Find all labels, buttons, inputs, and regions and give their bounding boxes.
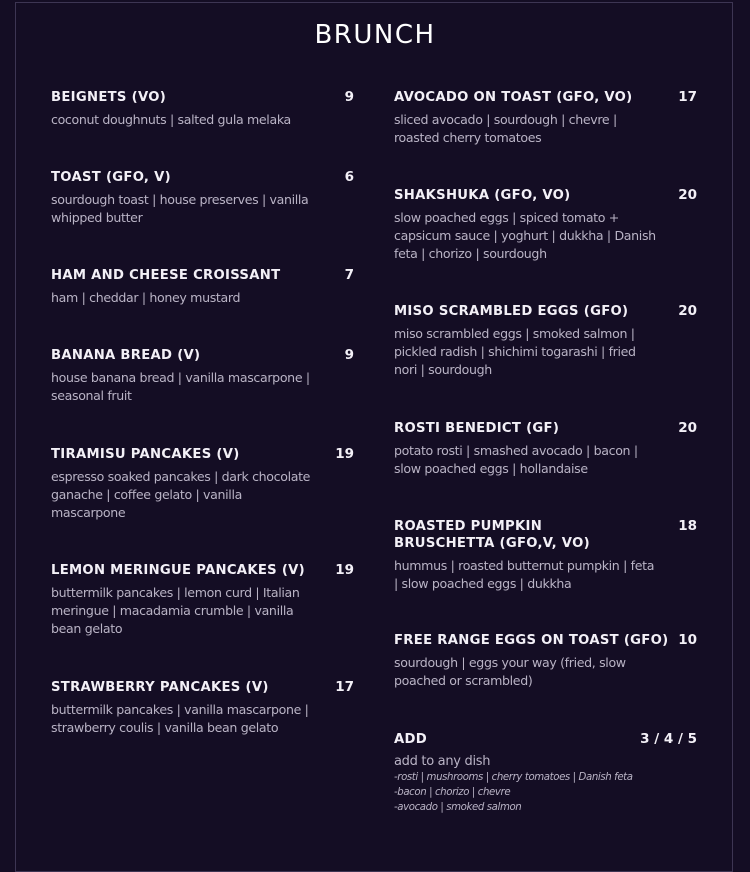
item-name: MISO SCRAMBLED EGGS (GFO) bbox=[394, 304, 629, 319]
item-price: 6 bbox=[344, 169, 354, 185]
item-name: STRAWBERRY PANCAKES (V) bbox=[51, 680, 269, 695]
item-price: 20 bbox=[678, 303, 697, 319]
menu-item-roasted-pumpkin-bruschetta bbox=[394, 518, 697, 593]
item-description: sourdough | eggs your way (fried, slow poached or scrambled) bbox=[394, 655, 626, 688]
item-description: sliced avocado | sourdough | chevre | roasted cherry tomatoes bbox=[394, 112, 617, 145]
item-name: TIRAMISU PANCAKES (V) bbox=[51, 447, 240, 462]
item-name: BEIGNETS (VO) bbox=[51, 90, 167, 105]
item-name: SHAKSHUKA (GFO, VO) bbox=[394, 188, 571, 203]
menu-item-toast bbox=[51, 169, 354, 227]
menu-title: BRUNCH bbox=[314, 20, 436, 50]
add-on-extra: -bacon | chorizo | chevre bbox=[394, 787, 511, 798]
item-description: buttermilk pancakes | lemon curd | Italian meringue | macadamia crumble | vanilla bean gelato bbox=[51, 585, 300, 636]
item-name: ADD bbox=[394, 732, 427, 747]
item-name: AVOCADO ON TOAST (GFO, VO) bbox=[394, 90, 633, 105]
menu-item-lemon-meringue-pancakes bbox=[51, 562, 354, 638]
item-price: 17 bbox=[678, 89, 697, 105]
menu-item-banana-bread bbox=[51, 347, 354, 405]
item-description: sourdough toast | house preserves | vanilla whipped butter bbox=[51, 192, 309, 225]
menu-item-tiramisu-pancakes bbox=[51, 446, 354, 522]
item-name: LEMON MERINGUE PANCAKES (V) bbox=[51, 563, 305, 578]
menu-item-strawberry-pancakes bbox=[51, 679, 354, 737]
item-description: house banana bread | vanilla mascarpone | seasonal fruit bbox=[51, 370, 310, 403]
item-price: 20 bbox=[678, 187, 697, 203]
item-price: 3 / 4 / 5 bbox=[640, 731, 697, 747]
item-price: 19 bbox=[335, 446, 354, 462]
item-price: 18 bbox=[678, 518, 697, 534]
item-price: 20 bbox=[678, 420, 697, 436]
item-description: slow poached eggs | spiced tomato + capsicum sauce | yoghurt | dukkha | Danish feta | chorizo | sourdough bbox=[394, 210, 656, 261]
item-description: miso scrambled eggs | smoked salmon | pickled radish | shichimi togarashi | fried nori | sourdough bbox=[394, 326, 636, 377]
item-name: TOAST (GFO, V) bbox=[51, 170, 171, 185]
item-price: 10 bbox=[678, 632, 697, 648]
item-price: 9 bbox=[344, 89, 354, 105]
item-name: ROSTI BENEDICT (GF) bbox=[394, 421, 560, 436]
item-description: coconut doughnuts | salted gula melaka bbox=[51, 112, 291, 127]
item-name: FREE RANGE EGGS ON TOAST (GFO) bbox=[394, 633, 669, 648]
menu-item-ham-cheese-croissant bbox=[51, 267, 354, 307]
menu-item-free-range-eggs-on-toast bbox=[394, 632, 697, 690]
menu-item-beignets bbox=[51, 89, 354, 129]
item-price: 9 bbox=[344, 347, 354, 363]
item-name: ROASTED PUMPKIN BRUSCHETTA (GFO,V, VO) bbox=[394, 519, 590, 551]
menu-item-add-ons bbox=[394, 731, 697, 815]
menu-item-rosti-benedict bbox=[394, 420, 697, 478]
item-description: add to any dish bbox=[394, 754, 491, 769]
item-description: hummus | roasted butternut pumpkin | feta | slow poached eggs | dukkha bbox=[394, 558, 655, 591]
item-price: 19 bbox=[335, 562, 354, 578]
item-description: potato rosti | smashed avocado | bacon | slow poached eggs | hollandaise bbox=[394, 443, 638, 476]
add-on-extra: -rosti | mushrooms | cherry tomatoes | Danish feta bbox=[394, 772, 633, 783]
menu-item-avocado-on-toast bbox=[394, 89, 697, 147]
item-description: espresso soaked pancakes | dark chocolate ganache | coffee gelato | vanilla mascarpone bbox=[51, 469, 311, 520]
item-price: 17 bbox=[335, 679, 354, 695]
item-description: buttermilk pancakes | vanilla mascarpone | strawberry coulis | vanilla bean gelato bbox=[51, 702, 309, 735]
add-on-extra: -avocado | smoked salmon bbox=[394, 802, 522, 813]
item-name: BANANA BREAD (V) bbox=[51, 348, 201, 363]
item-name: HAM AND CHEESE CROISSANT bbox=[51, 268, 281, 283]
menu-item-miso-scrambled-eggs bbox=[394, 303, 697, 379]
item-price: 7 bbox=[344, 267, 354, 283]
item-description: ham | cheddar | honey mustard bbox=[51, 290, 241, 305]
menu-item-shakshuka bbox=[394, 187, 697, 263]
